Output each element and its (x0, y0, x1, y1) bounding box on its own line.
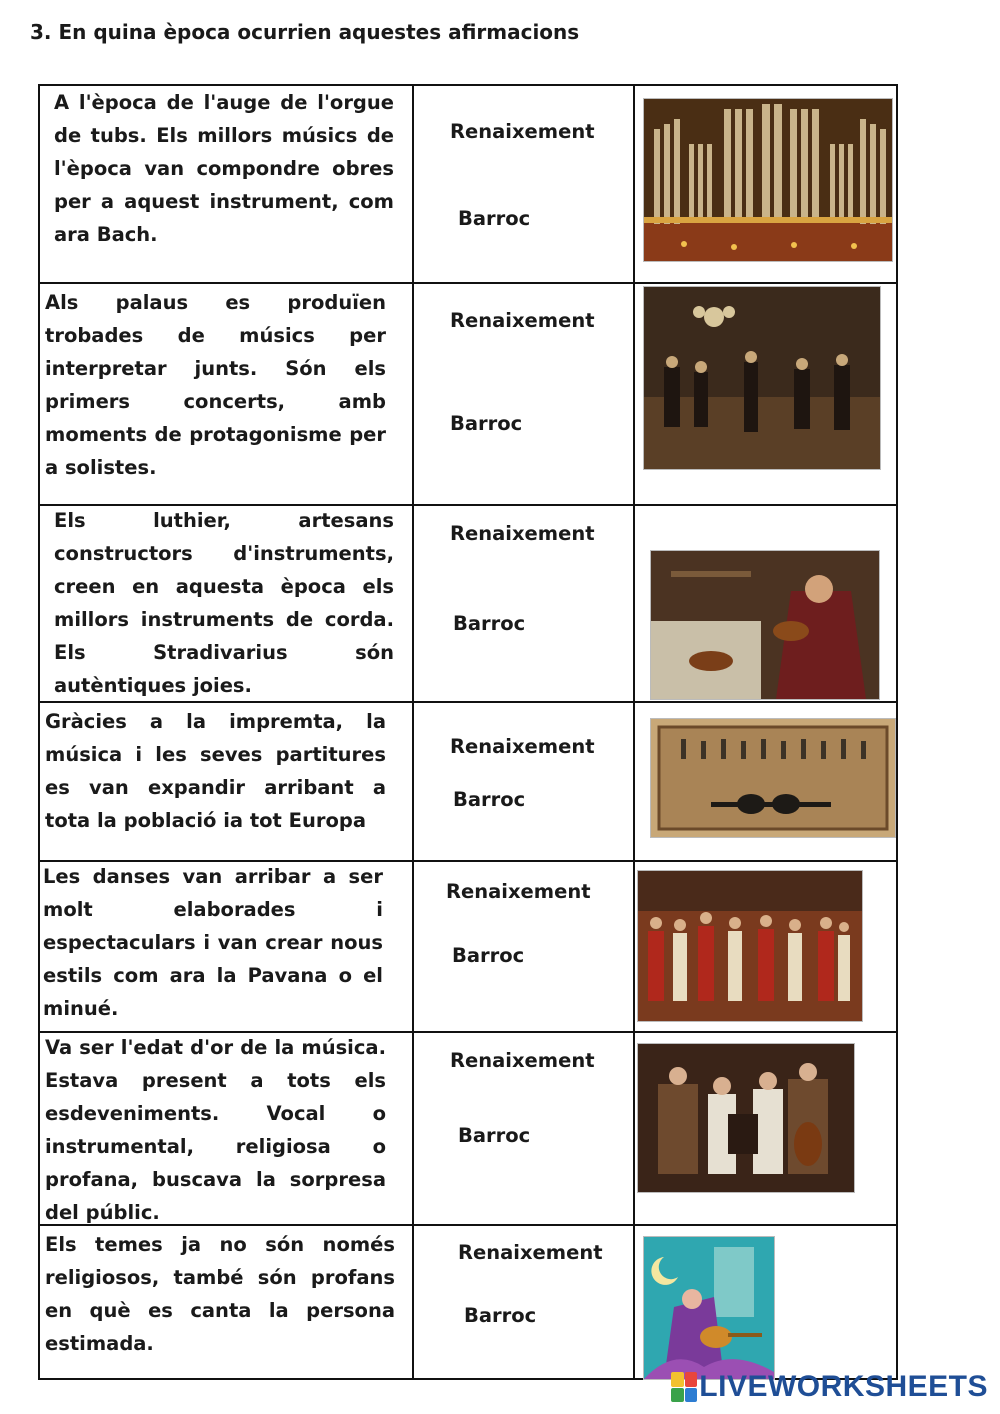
option-renaixement[interactable]: Renaixement (450, 120, 595, 143)
option-renaixement[interactable]: Renaixement (450, 522, 595, 545)
court-dance-image (637, 870, 863, 1022)
baroque-ensemble-image (637, 1043, 855, 1193)
option-renaixement[interactable]: Renaixement (450, 1049, 595, 1072)
option-renaixement[interactable]: Renaixement (450, 309, 595, 332)
option-renaixement[interactable]: Renaixement (446, 880, 591, 903)
statement-text: Va ser l'edat d'or de la música. Estava present a tots els esdeveniments. Vocal o instrumental, religiosa o profana, buscava la sorpresa del públic. (45, 1036, 386, 1224)
option-renaixement[interactable]: Renaixement (450, 735, 595, 758)
option-barroc[interactable]: Barroc (458, 1124, 531, 1147)
option-barroc[interactable]: Barroc (464, 1304, 537, 1327)
statement-text: Les danses van arribar a ser molt elaborades i espectaculars i van crear nous estils com ara la Pavana o el minué. (43, 865, 383, 1020)
statement-text: Gràcies a la impremta, la música i les seves partitures es van expandir arribant a tota la població ia tot Europa (45, 710, 386, 832)
statement-text: Els luthier, artesans constructors d'instruments, creen en aquesta època els millors instruments de corda. Els Stradivarius són autèntiques joies. (54, 509, 394, 697)
row-divider (40, 282, 896, 284)
option-barroc[interactable]: Barroc (453, 612, 526, 635)
statement-text: A l'època de l'auge de l'orgue de tubs. Els millors músics de l'època van compondre obres per a aquest instrument, com ara Bach. (54, 91, 394, 246)
pipe-organ-image (643, 98, 893, 262)
statement-text: Als palaus es produïen trobades de músics per interpretar junts. Són els primers concerts, amb moments de protagonisme per a solistes. (45, 291, 386, 479)
statement-text: Els temes ja no són només religiosos, també són profans en què es canta la persona estimada. (45, 1233, 395, 1355)
column-divider (633, 86, 635, 1378)
exercise-heading: 3. En quina època ocurrien aquestes afirmacions (30, 20, 580, 44)
brand-name: LIVEWORKSHEETS (699, 1370, 988, 1403)
option-barroc[interactable]: Barroc (452, 944, 525, 967)
worksheet-table (38, 84, 898, 1380)
luthier-workshop-image (650, 550, 880, 700)
troubadour-lute-image (643, 1236, 775, 1380)
palace-concert-image (643, 286, 881, 470)
column-divider (412, 86, 414, 1378)
option-renaixement[interactable]: Renaixement (458, 1241, 603, 1264)
liveworksheets-logo-icon (671, 1372, 697, 1402)
printing-type-box-image (650, 718, 896, 838)
option-barroc[interactable]: Barroc (453, 788, 526, 811)
option-barroc[interactable]: Barroc (458, 207, 531, 230)
option-barroc[interactable]: Barroc (450, 412, 523, 435)
liveworksheets-logo (671, 1370, 988, 1404)
